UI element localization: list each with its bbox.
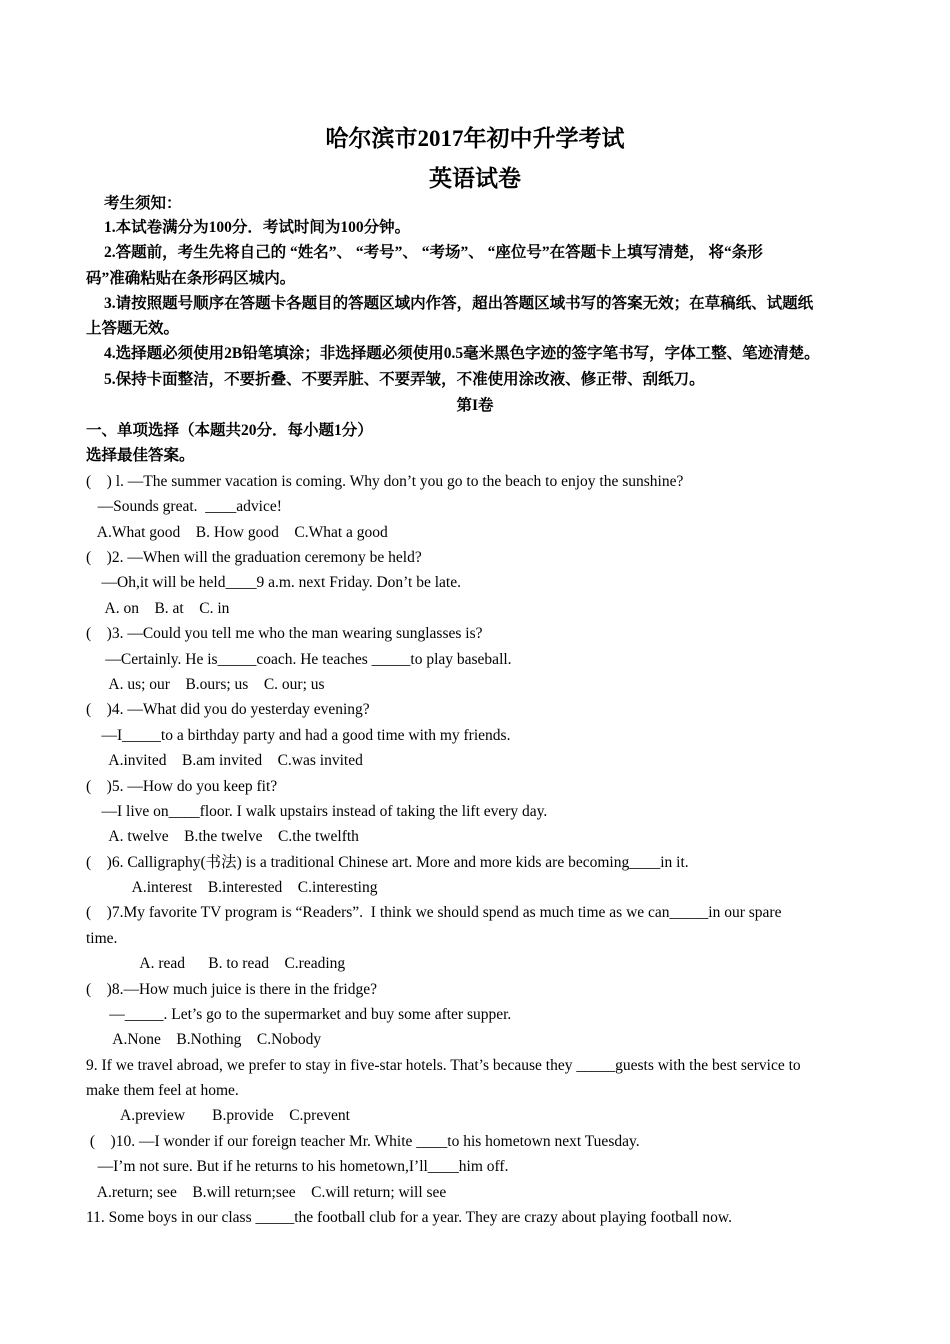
option-line: A.What good B. How good C.What a good — [86, 524, 388, 541]
notice-heading: 考生须知： — [104, 195, 182, 212]
question-line: ( ) l. —The summer vacation is coming. Why don’t you go to the beach to enjoy the sunshine? — [86, 473, 684, 490]
question-line: —I live on____floor. I walk upstairs instead of taking the lift every day. — [86, 803, 548, 820]
question-line: ( )4. —What did you do yesterday evening? — [86, 701, 370, 718]
notice-item-2-line-1: 2.答题前，考生先将自己的 “姓名”、 “考号”、 “考场”、 “座位号”在答题卡上填写清楚， 将“条形 — [104, 244, 763, 261]
question-line: make them feel at home. — [86, 1082, 239, 1099]
question-line: 11. Some boys in our class _____the football club for a year. They are crazy about playing football now. — [86, 1209, 732, 1226]
question-line: ( )6. Calligraphy(书法) is a traditional Chinese art. More and more kids are becoming____in it. — [86, 854, 689, 871]
question-line: 9. If we travel abroad, we prefer to stay in five-star hotels. That’s because they _____guests with the best service to — [86, 1057, 801, 1074]
notice-item-3-line-1: 3.请按照题号顺序在答题卡各题目的答题区域内作答，超出答题区域书写的答案无效；在草稿纸、试题纸 — [104, 295, 814, 312]
question-line: ( )7.My favorite TV program is “Readers”. I think we should spend as much time as we can_____in our spare — [86, 904, 782, 921]
question-line: —Oh,it will be held____9 a.m. next Friday. Don’t be late. — [86, 574, 461, 591]
notice-item-3-line-2: 上答题无效。 — [86, 320, 180, 337]
question-line: —_____. Let’s go to the supermarket and buy some after supper. — [86, 1006, 512, 1023]
question-line: —I_____to a birthday party and had a good time with my friends. — [86, 727, 511, 744]
question-line: ( )3. —Could you tell me who the man wearing sunglasses is? — [86, 625, 483, 642]
option-line: A. on B. at C. in — [86, 600, 230, 617]
notice-item-1: 1.本试卷满分为100分．考试时间为100分钟。 — [104, 219, 411, 236]
option-line: A.preview B.provide C.prevent — [86, 1107, 350, 1124]
option-line: A. read B. to read C.reading — [86, 955, 346, 972]
question-line: ( )10. —I wonder if our foreign teacher Mr. White ____to his hometown next Tuesday. — [86, 1133, 640, 1150]
option-line: A. us; our B.ours; us C. our; us — [86, 676, 325, 693]
option-line: A.None B.Nothing C.Nobody — [86, 1031, 322, 1048]
notice-item-4: 4.选择题必须使用2B铅笔填涂；非选择题必须使用0.5毫米黑色字迹的签字笔书写，字体工整、笔迹清楚。 — [104, 345, 820, 362]
exam-subtitle: 英语试卷 — [429, 166, 521, 191]
option-line: A.interest B.interested C.interesting — [86, 879, 378, 896]
option-line: A.return; see B.will return;see C.will return; will see — [86, 1184, 447, 1201]
part-label: 第I卷 — [456, 397, 494, 414]
question-line: ( )2. —When will the graduation ceremony be held? — [86, 549, 422, 566]
notice-item-2-line-2: 码”准确粘贴在条形码区城内。 — [86, 270, 296, 287]
option-line: A.invited B.am invited C.was invited — [86, 752, 363, 769]
question-line: —Certainly. He is_____coach. He teaches _____to play baseball. — [86, 651, 512, 668]
option-line: A. twelve B.the twelve C.the twelfth — [86, 828, 359, 845]
question-line: —I’m not sure. But if he returns to his hometown,I’ll____him off. — [86, 1158, 509, 1175]
question-line: time. — [86, 930, 118, 947]
section-heading: 一、单项选择（本题共20分．每小题1分） — [86, 422, 373, 439]
notice-item-5: 5.保持卡面整洁，不要折叠、不要弄脏、不要弄皱，不准使用涂改液、修正带、刮纸刀。 — [104, 371, 705, 388]
question-line: ( )8.—How much juice is there in the fridge? — [86, 981, 377, 998]
exam-title: 哈尔滨市2017年初中升学考试 — [325, 126, 625, 151]
question-line: —Sounds great. ____advice! — [86, 498, 282, 515]
section-instruction: 选择最佳答案。 — [86, 447, 195, 464]
question-line: ( )5. —How do you keep fit? — [86, 778, 278, 795]
